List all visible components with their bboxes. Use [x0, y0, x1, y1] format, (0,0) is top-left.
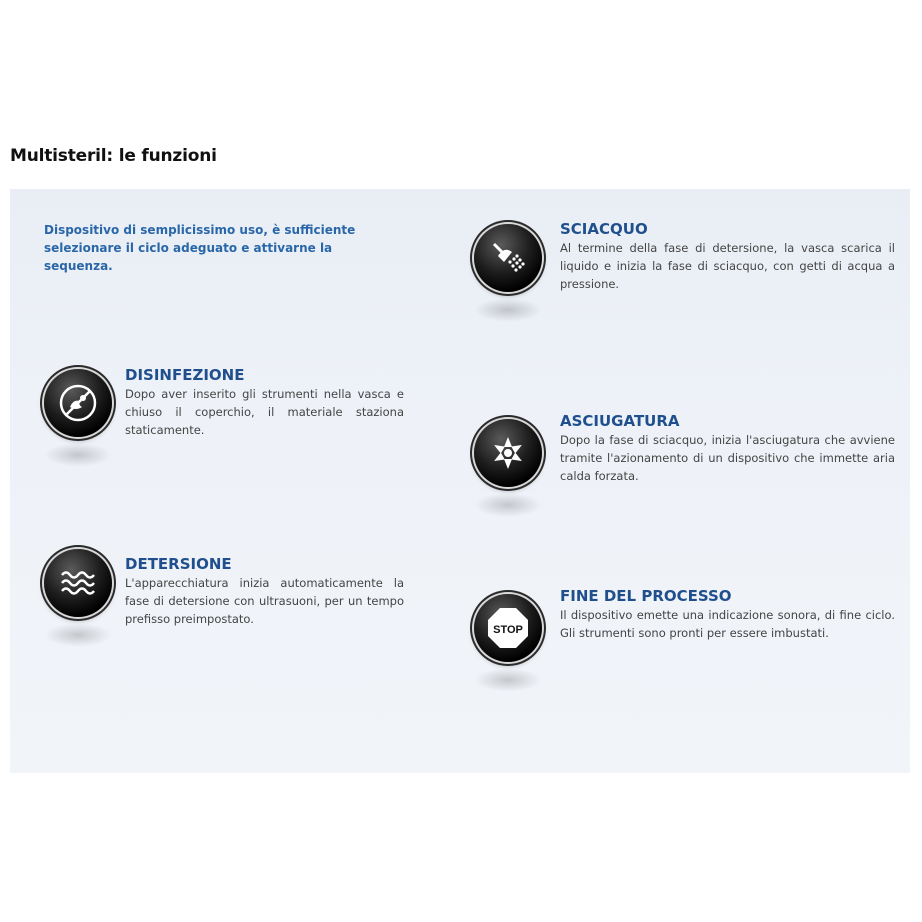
page-title: Multisteril: le funzioni: [10, 146, 217, 166]
shower-icon-wrap: [474, 224, 542, 292]
item-heading-sciacquo: SCIACQUO: [560, 220, 648, 238]
item-body-fine-del-processo: Il dispositivo emette una indicazione sonora, di fine ciclo. Gli strumenti sono pronti per essere imbustati.: [560, 608, 895, 640]
functions-panel: [10, 189, 910, 773]
item-heading-asciugatura: ASCIUGATURA: [560, 412, 680, 430]
item-body-sciacquo: Al termine della fase di detersione, la vasca scarica il liquido e inizia la fase di sciacquo, con getti di acqua a pressione.: [560, 241, 895, 291]
item-heading-disinfezione: DISINFEZIONE: [125, 366, 245, 384]
item-body-asciugatura: Dopo la fase di sciacquo, inizia l'asciugatura che avviene tramite l'azionamento di un dispositivo che immette aria calda forzata.: [560, 433, 895, 483]
item-body-detersione: L'apparecchiatura inizia automaticamente la fase di detersione con ultrasuoni, per un tempo prefisso preimpostato.: [125, 576, 404, 626]
intro-text: Dispositivo di semplicissimo uso, è sufficiente selezionare il ciclo adeguato e attivarne la sequenza.: [44, 223, 356, 273]
item-body-disinfezione: Dopo aver inserito gli strumenti nella vasca e chiuso il coperchio, il materiale staziona staticamente.: [125, 387, 404, 437]
shower-icon: [474, 224, 542, 292]
icon-reflection: [44, 623, 112, 647]
stop-icon: [474, 594, 542, 662]
stop-icon-wrap: [474, 594, 542, 662]
waves-icon-wrap: [44, 549, 112, 617]
icon-reflection: [44, 443, 112, 467]
fan-icon: [474, 419, 542, 487]
icon-reflection: [474, 298, 542, 322]
item-heading-fine-del-processo: FINE DEL PROCESSO: [560, 587, 732, 605]
item-heading-detersione: DETERSIONE: [125, 555, 232, 573]
fan-icon-wrap: [474, 419, 542, 487]
stop-icon-text: STOP: [493, 624, 523, 636]
disinfection-icon: [44, 369, 112, 437]
icon-reflection: [474, 668, 542, 692]
disinfection-icon-wrap: [44, 369, 112, 437]
waves-icon: [44, 549, 112, 617]
icon-reflection: [474, 493, 542, 517]
